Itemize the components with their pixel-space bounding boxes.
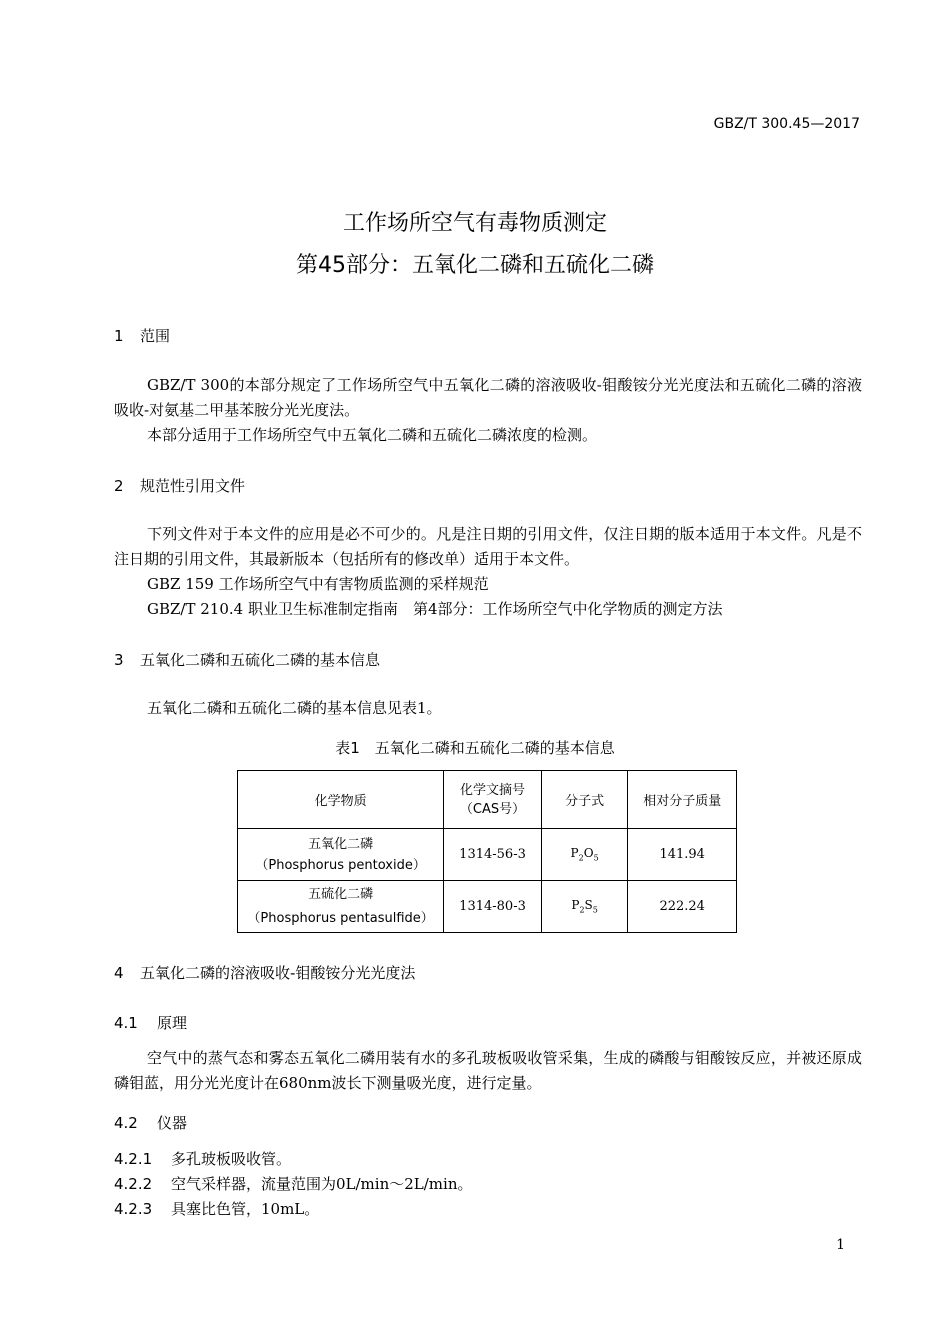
item-4-2-3 [114,1198,319,1219]
document-title-line1: 工作场所空气有毒物质测定 [342,211,607,236]
formula-cell [541,829,628,881]
formula-subscript: 5 [593,853,599,863]
item-text: 多孔玻板吸收管。 [171,1150,292,1168]
table-header-row [238,771,737,829]
item-text: 空气采样器，流量范围为0L/min～2L/min。 [171,1175,473,1193]
section-number: 3 [114,651,124,669]
substance-name-cn: 五氧化二磷 [308,836,374,852]
section-4-2-heading [114,1112,187,1133]
cas-cell: 1314-80-3 [444,881,542,933]
section-number: 4.1 [114,1014,138,1032]
header-formula: 分子式 [541,771,628,829]
substance-cell [238,881,444,933]
section-number: 4 [114,964,124,982]
item-number: 4.2.2 [114,1175,153,1193]
substance-name-en: （Phosphorus pentasulfide） [247,910,434,926]
section-title: 仪器 [157,1114,188,1132]
table-row [238,829,737,881]
formula-subscript: 5 [592,905,598,915]
header-cas-line1: 化学文摘号 [460,782,526,798]
header-cas [444,771,542,829]
table-row [238,881,737,933]
section-title: 五氧化二磷和五硫化二磷的基本信息 [140,651,381,669]
section-4-1-paragraph: 空气中的蒸气态和雾态五氧化二磷用装有水的多孔玻板吸收管采集，生成的磷酸与钼酸铵反应，并被还原成磷钼蓝，用分光光度计在680nm波长下测量吸光度，进行定量。 [114,1049,862,1092]
formula-subscript: 2 [578,853,584,863]
section-4-heading [114,962,415,983]
section-title: 规范性引用文件 [140,477,246,495]
basic-info-table [237,770,737,933]
formula-cell [541,881,628,933]
table-caption: 表1 五氧化二磷和五硫化二磷的基本信息 [335,739,615,757]
formula-element: P [570,846,579,861]
header-cas-line2: （CAS号） [459,801,526,817]
reference-gbz159: GBZ 159 工作场所空气中有害物质监测的采样规范 [147,575,489,593]
document-title-line2: 第45部分：五氧化二磷和五硫化二磷 [296,253,654,278]
section-1-heading [114,325,170,346]
item-number: 4.2.3 [114,1200,153,1218]
section-number: 1 [114,327,124,345]
section-1-paragraph-1: GBZ/T 300的本部分规定了工作场所空气中五氧化二磷的溶液吸收-钼酸铵分光光度法和五硫化二磷的溶液吸收-对氨基二甲基苯胺分光光度法。 [114,376,862,419]
section-3-heading [114,649,380,670]
mass-cell: 141.94 [628,829,737,881]
mass-cell: 222.24 [628,881,737,933]
section-title: 五氧化二磷的溶液吸收-钼酸铵分光光度法 [140,964,416,982]
section-1-paragraph-2: 本部分适用于工作场所空气中五氧化二磷和五硫化二磷浓度的检测。 [147,426,598,444]
section-number: 4.2 [114,1114,138,1132]
section-number: 2 [114,477,124,495]
header-substance: 化学物质 [238,771,444,829]
section-4-1-heading [114,1012,187,1033]
item-4-2-2 [114,1173,472,1194]
standard-number: GBZ/T 300.45—2017 [713,116,860,132]
substance-name-cn: 五硫化二磷 [308,886,374,902]
formula-subscript: 2 [579,905,585,915]
section-3-paragraph-1: 五氧化二磷和五硫化二磷的基本信息见表1。 [147,699,442,717]
section-2-paragraph-1: 下列文件对于本文件的应用是必不可少的。凡是注日期的引用文件，仅注日期的版本适用于本文件。凡是不注日期的引用文件，其最新版本（包括所有的修改单）适用于本文件。 [114,525,862,568]
cas-cell: 1314-56-3 [444,829,542,881]
item-4-2-1 [114,1148,291,1169]
formula-element: O [583,846,594,861]
formula-element: S [584,898,593,913]
header-mass: 相对分子质量 [628,771,737,829]
section-2-heading [114,475,245,496]
page-number: 1 [836,1237,845,1253]
substance-cell [238,829,444,881]
section-title: 原理 [157,1014,188,1032]
reference-gbzt210-4: GBZ/T 210.4 职业卫生标准制定指南 第4部分：工作场所空气中化学物质的测定方法 [147,600,723,618]
substance-name-en: （Phosphorus pentoxide） [255,857,426,873]
formula-element: P [571,898,580,913]
item-text: 具塞比色管，10mL。 [171,1200,320,1218]
item-number: 4.2.1 [114,1150,153,1168]
section-title: 范围 [140,327,171,345]
